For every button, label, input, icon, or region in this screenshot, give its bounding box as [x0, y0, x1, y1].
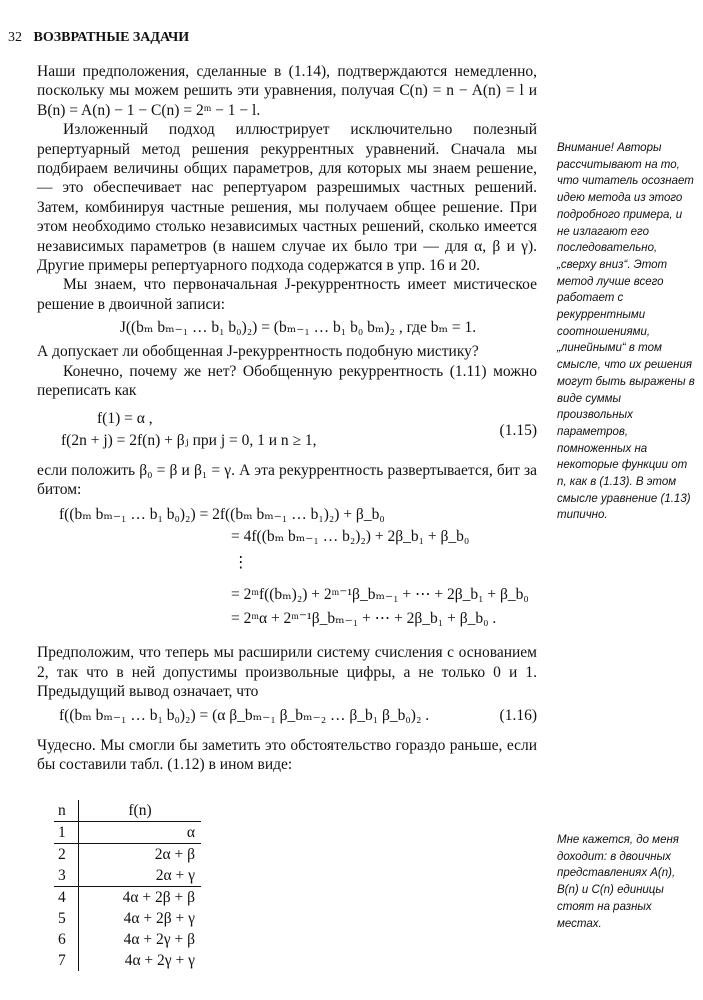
derivation-line: f((bₘ bₘ₋₁ … b₁ b₀)₂) = 2f((bₘ bₘ₋₁ … b₁)₂) + β_b₀ — [59, 506, 385, 524]
sidenote-repertoire-method: Внимание! Авторы рассчитывают на то, что читатель осознает идею метода из этого подробного примера, и не излагают его последовательно, „сверху вниз“. Этот метод лучше всего работает с рекуррентными соотношениями, „линейными“ в том смысле, что их решения могут быть выражены в виде суммы произвольных параметров, помноженных на некоторые функции от n, как в (1.13). В этом смысле уравнение (1.13) типично. — [557, 142, 695, 522]
equation-1-16: f((bₘ bₘ₋₁ … b₁ b₀)₂) = (α β_bₘ₋₁ β_bₘ₋₂ … β_b₁ β_b₀)₂ . (1.16) — [59, 706, 537, 724]
paragraph-6: если положить β₀ = β и β₁ = γ. А эта рекуррентность развертывается, бит за битом: — [37, 461, 537, 498]
chapter-title: ВОЗВРАТНЫЕ ЗАДАЧИ — [33, 30, 190, 45]
derivation — [37, 503, 537, 637]
table-row: 4 4α + 2β + β — [54, 887, 201, 909]
table-row: 3 2α + γ — [54, 865, 201, 887]
table-header-fn: f(n) — [79, 800, 202, 822]
equation-j-binary: J((bₘ bₘ₋₁ … b₁ b₀)₂) = (bₘ₋₁ … b₁ b₀ bₘ)₂ , где bₘ = 1. — [119, 319, 477, 337]
paragraph-4: А допускает ли обобщенная J-рекуррентность подобную мистику? — [37, 343, 479, 361]
table-row: 5 4α + 2β + γ — [54, 908, 201, 929]
page-number: 32 — [8, 30, 22, 45]
paragraph-3: Мы знаем, что первоначальная J-рекуррентность имеет мистическое решение в двоичной записи: — [37, 276, 537, 313]
eq-line-1: f(1) = α , — [97, 409, 153, 427]
table-row: 7 4α + 2γ + γ — [54, 950, 201, 971]
table-row: 1 α — [54, 822, 201, 844]
table-row: 6 4α + 2γ + β — [54, 929, 201, 950]
derivation-vdots: ⋮ — [233, 554, 249, 572]
page-header — [8, 30, 189, 46]
table-header-n: n — [54, 800, 79, 822]
paragraph-7: Предположим, что теперь мы расширили систему счисления с основанием 2, так что в ней допустимы произвольные цифры, а не только 0 и 1. Предыдущий вывод означает, что — [37, 644, 537, 701]
values-table — [54, 800, 201, 971]
table-row: 2 2α + β — [54, 844, 201, 866]
sidenote-binary-representations: Мне кажется, до меня доходит: в двоичных представлениях A(n), B(n) и C(n) единицы стоят на разных местах. — [557, 834, 679, 930]
paragraph-8: Чудесно. Мы смогли бы заметить это обстоятельство гораздо раньше, если бы составили табл. (1.12) в ином виде: — [37, 736, 537, 773]
paragraph-2: Изложенный подход иллюстрирует исключительно полезный репертуарный метод решения рекуррентных уравнений. Сначала мы подбираем величины общих параметров, для которых мы знаем решение,— это обеспечивает нас репертуаром разрешимых частных решений. Затем, комбинируя частные решения, мы получаем общее решение. При этом необходимо столько независимых частных решений, сколько имеется независимых параметров (в нашем случае их было три — для α, β и γ). Другие примеры репертуарного подхода содержатся в упр. 16 и 20. — [37, 121, 537, 275]
paragraph-5: Конечно, почему же нет? Обобщенную рекуррентность (1.11) можно переписать как — [37, 362, 537, 400]
main-column — [37, 62, 537, 774]
equation-number-1-15: (1.15) — [499, 421, 537, 439]
eq-line-2: f(2n + j) = 2f(n) + βⱼ при j = 0, 1 и n ≥ 1, — [61, 431, 317, 449]
derivation-line: = 2ᵐf((bₘ)₂) + 2ᵐ⁻¹β_bₘ₋₁ + ⋯ + 2β_b₁ + β_b₀ — [231, 586, 529, 604]
derivation-line: = 4f((bₘ bₘ₋₁ … b₂)₂) + 2β_b₁ + β_b₀ — [231, 528, 470, 546]
table-header-row — [54, 800, 201, 822]
equation-1-15 — [37, 407, 537, 461]
derivation-line: = 2ᵐα + 2ᵐ⁻¹β_bₘ₋₁ + ⋯ + 2β_b₁ + β_b₀ . — [231, 610, 497, 628]
equation-number-1-16: (1.16) — [499, 706, 537, 724]
paragraph-1: Наши предположения, сделанные в (1.14), подтверждаются немедленно, поскольку мы можем решить эти уравнения, получая C(n) = n − A(n) = l и B(n) = A(n) − 1 − C(n) = 2ᵐ − 1 − l. — [37, 63, 537, 119]
